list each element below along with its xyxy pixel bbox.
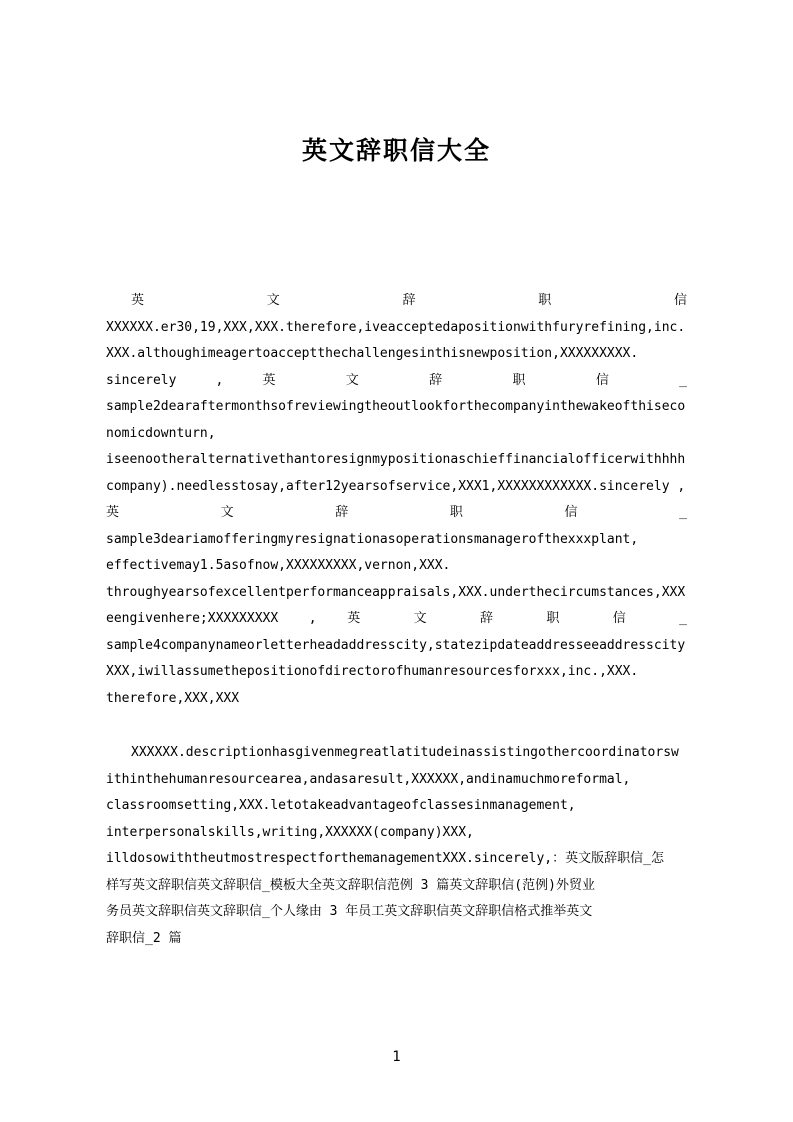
document-body bbox=[106, 288, 687, 952]
text-line: interpersonalskills,writing,XXXXXX(company)XXX, bbox=[106, 824, 474, 840]
text-line: classroomsetting,XXX.letotakeadvantageofclassesinmanagement, bbox=[106, 798, 576, 813]
text-line: 辞职信_2 篇 bbox=[106, 930, 182, 946]
document-title: 英文辞职信大全 bbox=[301, 136, 491, 165]
text-line: effectivemay1.5asofnow,XXXXXXXXX,vernon,XXX. bbox=[106, 558, 451, 573]
text-line: 英 文 辞 职 信 bbox=[131, 293, 687, 308]
text-line: illdosowiththeutmostrespectforthemanagementXXX.sincerely,：英文版辞职信_怎 bbox=[106, 851, 664, 866]
text-line: sample4companynameorletterheadaddresscity,statezipdateaddresseeaddresscity bbox=[106, 637, 686, 653]
text-line: sincerely , 英 文 辞 职 信 _ bbox=[106, 372, 687, 388]
text-line: ithinthehumanresourcearea,andasaresult,XXXXXX,andinamuchmoreformal, bbox=[106, 771, 631, 787]
text-line: 务员英文辞职信英文辞职信_个人缘由 3 年员工英文辞职信英文辞职信格式推举英文 bbox=[106, 904, 593, 919]
text-line: company).needlesstosay,after12yearsofservice,XXX1,XXXXXXXXXXXX.sincerely , bbox=[106, 478, 686, 494]
page-number: 1 bbox=[392, 1049, 401, 1065]
text-line: sample3deariamofferingmyresignationasoperationsmanagerofthexxxplant, bbox=[106, 531, 639, 547]
text-line: iseenootheralternativethantoresignmypositionaschieffinancialofficerwithhhh bbox=[106, 452, 686, 467]
text-line: eengivenhere;XXXXXXXXX , 英 文 辞 职 信 _ bbox=[106, 611, 687, 626]
text-line: sample2dearaftermonthsofreviewingtheoutlookforthecompanyinthewakeofthiseco bbox=[106, 399, 686, 414]
text-line: 英 文 辞 职 信 _ bbox=[106, 505, 687, 520]
page-footer bbox=[0, 1046, 793, 1068]
text-line: XXXXXX.descriptionhasgivenmegreatlatitudeinassistingothercoordinatorsw bbox=[131, 745, 679, 760]
paragraph-2 bbox=[106, 740, 687, 952]
text-line: 样写英文辞职信英文辞职信_模板大全英文辞职信范例 3 篇英文辞职信(范例)外贸业 bbox=[106, 877, 595, 893]
text-line: XXX,iwillassumethepositionofdirectorofhumanresourcesforxxx,inc.,XXX. bbox=[106, 664, 639, 679]
text-line: throughyearsofexcellentperformanceappraisals,XXX.underthecircumstances,XXX bbox=[106, 584, 686, 600]
text-line: XXXXXX.er30,19,XXX,XXX.therefore,iveacceptedapositionwithfuryrefining,inc. bbox=[106, 319, 686, 335]
text-line: therefore,XXX,XXX bbox=[106, 690, 240, 706]
paragraph-1 bbox=[106, 288, 687, 712]
text-line: nomicdownturn, bbox=[106, 425, 216, 441]
text-line: XXX.althoughimeagertoacceptthechallengesinthisnewposition,XXXXXXXXX. bbox=[106, 346, 639, 361]
